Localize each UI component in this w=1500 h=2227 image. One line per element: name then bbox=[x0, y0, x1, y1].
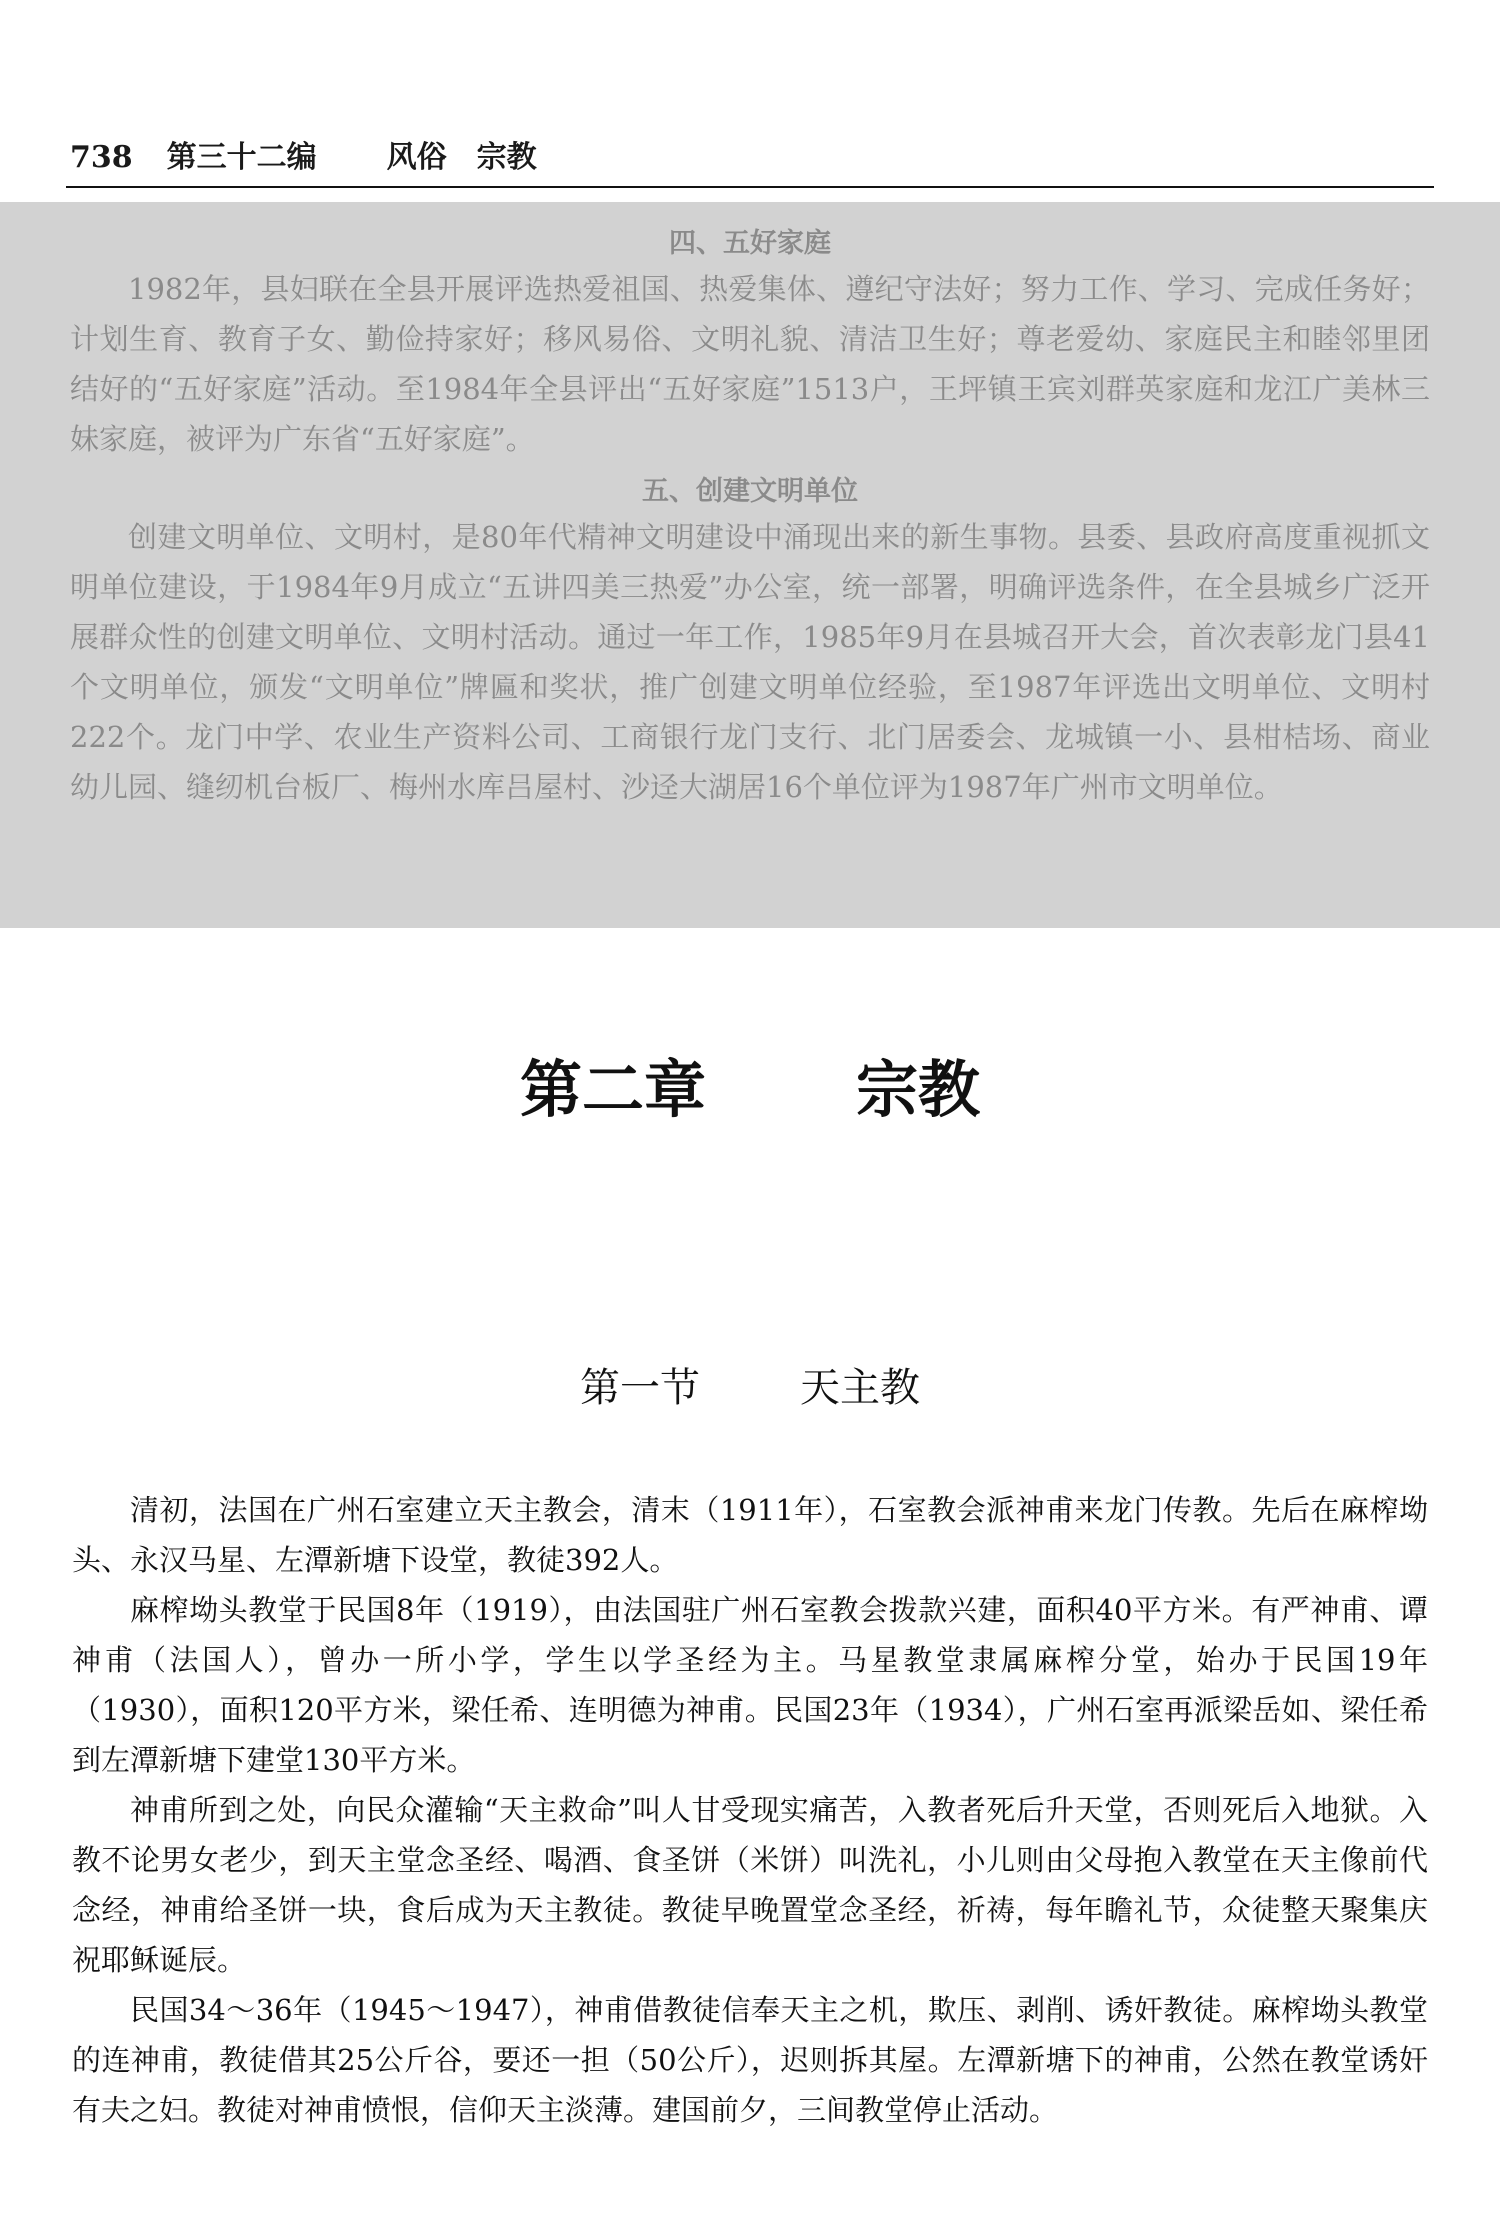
running-header bbox=[70, 132, 1430, 176]
section-name: 天主教 bbox=[800, 1365, 920, 1411]
body-paragraph-2: 麻榨坳头教堂于民国8年（1919），由法国驻广州石室教会拨款兴建，面积40平方米。有严神甫、谭神甫（法国人），曾办一所小学，学生以学圣经为主。马星教堂隶属麻榨分堂，始办于民国19年（1930），面积120平方米，梁任希、连明德为神甫。民国23年（1934），广州石室再派梁岳如、梁任希到左潭新塘下建堂130平方米。 bbox=[72, 1593, 1428, 1777]
chapter-number: 第二章 bbox=[519, 1053, 706, 1126]
body-paragraph-1: 清初，法国在广州石室建立天主教会，清末（1911年），石室教会派神甫来龙门传教。先后在麻榨坳头、永汉马星、左潭新塘下设堂，教徒392人。 bbox=[72, 1493, 1428, 1577]
part-title-2: 宗教 bbox=[476, 140, 537, 175]
chapter-title bbox=[0, 1040, 1500, 1129]
part-title-1: 风俗 bbox=[386, 140, 447, 175]
body-paragraph-3: 神甫所到之处，向民众灌输“天主救命”叫人甘受现实痛苦，入教者死后升天堂，否则死后入地狱。入教不论男女老少，到天主堂念圣经、喝酒、食圣饼（米饼）叫洗礼，小儿则由父母抱入教堂在天主像前代念经，神甫给圣饼一块，食后成为天主教徒。教徒早晚置堂念圣经，祈祷，每年瞻礼节，众徒整天聚集庆祝耶稣诞辰。 bbox=[72, 1793, 1428, 1977]
paragraph-five-good-families: 1982年，县妇联在全县开展评选热爱祖国、热爱集体、遵纪守法好；努力工作、学习、完成任务好；计划生育、教育子女、勤俭持家好；移风易俗、文明礼貌、清洁卫生好；尊老爱幼、家庭民主和睦邻里团结好的“五好家庭”活动。至1984年全县评出“五好家庭”1513户，王坪镇王宾刘群英家庭和龙江广美林三妹家庭，被评为广东省“五好家庭”。 bbox=[70, 272, 1430, 456]
paragraph-civilized-units: 创建文明单位、文明村，是80年代精神文明建设中涌现出来的新生事物。县委、县政府高度重视抓文明单位建设，于1984年9月成立“五讲四美三热爱”办公室，统一部署，明确评选条件，在全县城乡广泛开展群众性的创建文明单位、文明村活动。通过一年工作，1985年9月在县城召开大会，首次表彰龙门县41个文明单位，颁发“文明单位”牌匾和奖状，推广创建文明单位经验，至1987年评选出文明单位、文明村222个。龙门中学、农业生产资料公司、工商银行龙门支行、北门居委会、龙城镇一小、县柑桔场、商业幼儿园、缝纫机台板厂、梅州水库吕屋村、沙迳大湖居16个单位评为1987年广州市文明单位。 bbox=[70, 520, 1430, 804]
section-number: 第一节 bbox=[580, 1365, 700, 1411]
previous-section-block bbox=[0, 202, 1500, 928]
subsection-heading-civilized-units: 五、创建文明单位 bbox=[642, 476, 858, 507]
section-title bbox=[0, 1356, 1500, 1413]
header-rule bbox=[66, 186, 1434, 188]
section-body bbox=[72, 1485, 1428, 2135]
subsection-heading-five-good-families: 四、五好家庭 bbox=[669, 228, 831, 259]
volume-title: 第三十二编 bbox=[166, 140, 317, 175]
body-paragraph-4: 民国34～36年（1945～1947），神甫借教徒信奉天主之机，欺压、剥削、诱奸教徒。麻榨坳头教堂的连神甫，教徒借其25公斤谷，要还一担（50公斤），迟则拆其屋。左潭新塘下的神甫，公然在教堂诱奸有夫之妇。教徒对神甫愤恨，信仰天主淡薄。建国前夕，三间教堂停止活动。 bbox=[72, 1993, 1428, 2127]
page-number: 738 bbox=[70, 140, 133, 175]
chapter-name: 宗教 bbox=[856, 1053, 981, 1126]
